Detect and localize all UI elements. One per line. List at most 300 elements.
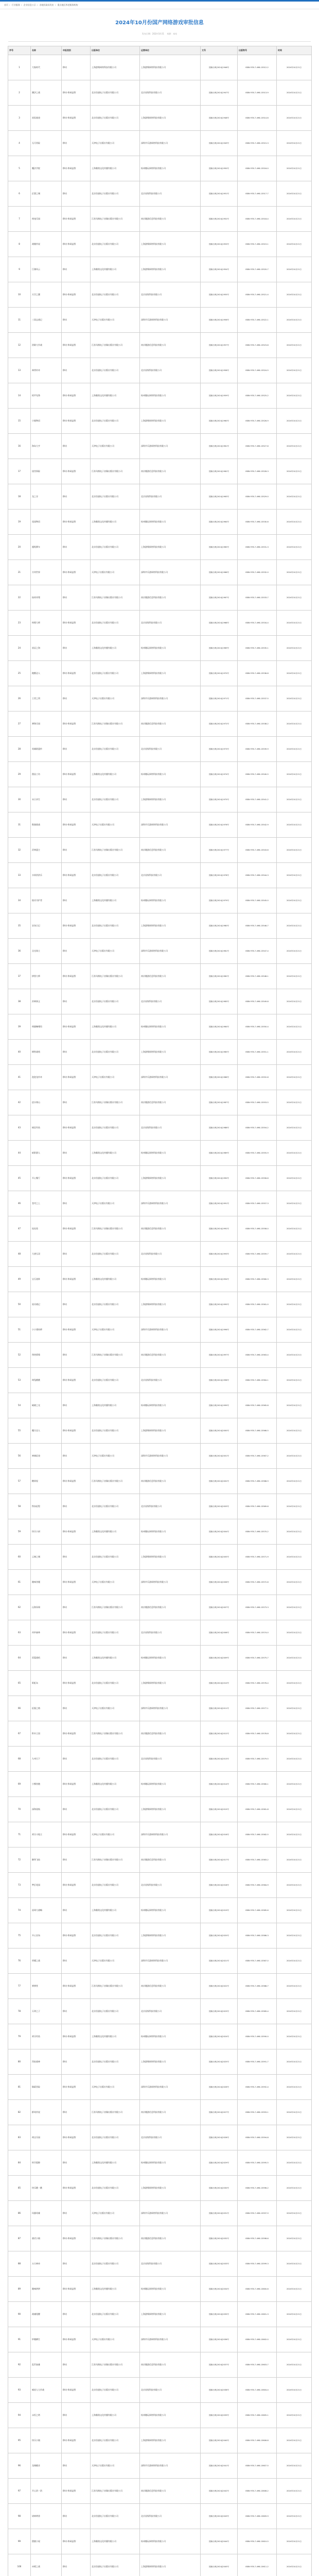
cell-operator: 上海游聚网络科技有限公司 (140, 787, 201, 812)
table-row (8, 2049, 312, 2075)
cell-date: 2024年10月21日 (277, 2378, 312, 2403)
cell-approval-no: 国新出审[2024]1999号 (201, 1393, 238, 1418)
breadcrumb-item-current[interactable]: 重点地区养老服务机构 (57, 4, 78, 6)
table-row (8, 2176, 312, 2201)
cell-operator: 北京星娱科技有限公司 (140, 1494, 201, 1519)
cell-publisher: 上海雅润文化传播有限公司 (91, 762, 140, 787)
table-row (8, 1545, 312, 1570)
cell-index: 5 (8, 156, 31, 181)
cell-index: 45 (8, 1166, 31, 1191)
cell-date: 2024年10月21日 (277, 1747, 312, 1772)
table-row (8, 1848, 312, 1873)
cell-isbn: ISBN 978-7-498-13567-2 (238, 1444, 277, 1469)
cell-game-name: 疯狂钓鱼 (31, 1115, 62, 1141)
cell-publisher: 北京伯通电子出版社有限公司 (91, 1242, 140, 1267)
cell-approval-no: 国新出审[2024]2028号 (201, 2125, 238, 2150)
cell-approval-no: 国新出审[2024]1974号 (201, 762, 238, 787)
cell-category: 移动 (62, 2100, 91, 2125)
table-row (8, 2554, 312, 2576)
cell-game-name: 拼图大师 (31, 964, 62, 989)
cell-approval-no: 国新出审[2024]2039号 (201, 2403, 238, 2428)
cell-isbn: ISBN 978-7-498-13565-8 (238, 1393, 277, 1418)
cell-category: 移动 (62, 2403, 91, 2428)
cell-date: 2024年10月21日 (277, 1646, 312, 1671)
cell-operator: 北京星娱科技有限公司 (140, 1873, 201, 1898)
breadcrumb-item-bureau[interactable]: 各地民政局发布 (39, 4, 54, 6)
cell-publisher: 北京伯通电子出版社有限公司 (91, 913, 140, 939)
cell-approval-no: 国新出审[2024]1959号 (201, 383, 238, 409)
cell-date: 2024年10月21日 (277, 2302, 312, 2327)
cell-game-name: 料理大师 (31, 611, 62, 636)
cell-isbn: ISBN 978-7-498-13547-4 (238, 939, 277, 964)
cell-index: 46 (8, 1191, 31, 1216)
table-row (8, 257, 312, 282)
cell-index: 25 (8, 661, 31, 686)
cell-operator: 北京星娱科技有限公司 (140, 2504, 201, 2529)
table-row (8, 787, 312, 812)
cell-publisher: 北京伯通电子出版社有限公司 (91, 1292, 140, 1317)
cell-operator: 北京星娱科技有限公司 (140, 1999, 201, 2024)
cell-publisher: 上海雅润文化传播有限公司 (91, 257, 140, 282)
cell-game-name: 星球大战略 (31, 1898, 62, 1923)
table-row (8, 1570, 312, 1595)
cell-publisher: 天津电子出版社有限公司 (91, 1065, 140, 1090)
cell-operator: 北京星娱科技有限公司 (140, 1747, 201, 1772)
cell-approval-no: 国新出审[2024]1965号 (201, 535, 238, 560)
cell-isbn: ISBN 978-7-498-13553-5 (238, 1090, 277, 1115)
cell-index: 27 (8, 711, 31, 737)
table-row (8, 1368, 312, 1393)
cell-publisher: 北京伯通电子出版社有限公司 (91, 2251, 140, 2277)
cell-approval-no: 国新出审[2024]1995号 (201, 1292, 238, 1317)
cell-category: 移动-休闲益智 (62, 1267, 91, 1292)
cell-approval-no: 国新出审[2024]1969号 (201, 636, 238, 661)
cell-publisher: 江苏凤凰电子音像出版社有限公司 (91, 207, 140, 232)
cell-operator: 上海游聚网络科技有限公司 (140, 232, 201, 257)
cell-index: 87 (8, 2226, 31, 2251)
cell-game-name: 彩虹岛 (31, 1671, 62, 1696)
cell-publisher: 北京伯通电子出版社有限公司 (91, 661, 140, 686)
table-row (8, 1065, 312, 1090)
cell-publisher: 北京伯通电子出版社有限公司 (91, 1368, 140, 1393)
table-row (8, 333, 312, 358)
table-row (8, 2024, 312, 2049)
cell-game-name: 弹弹堂 (31, 1974, 62, 1999)
cell-publisher: 北京伯通电子出版社有限公司 (91, 1923, 140, 1948)
table-row (8, 2352, 312, 2378)
cell-index: 89 (8, 2277, 31, 2302)
table-row (8, 1646, 312, 1671)
cell-category: 移动 (62, 1292, 91, 1317)
cell-approval-no: 国新出审[2024]2042号 (201, 2479, 238, 2504)
cell-isbn: ISBN 978-7-498-13514-6 (238, 106, 277, 131)
cell-isbn: ISBN 978-7-498-13586-3 (238, 1923, 277, 1948)
cell-game-name: 喵星人大作战 (31, 2378, 62, 2403)
table-row (8, 1898, 312, 1923)
cell-publisher: 江苏凤凰电子音像出版社有限公司 (91, 2100, 140, 2125)
cell-category: 移动 (62, 358, 91, 383)
cell-isbn: ISBN 978-7-498-13520-7 (238, 257, 277, 282)
cell-operator: 深圳市乐游网络科技有限公司 (140, 131, 201, 156)
title-divider (8, 41, 311, 42)
cell-category: 移动 (62, 888, 91, 913)
cell-category: 移动-休闲益智 (62, 80, 91, 106)
cell-isbn: ISBN 978-7-498-13523-8 (238, 333, 277, 358)
cell-date: 2024年10月21日 (277, 1595, 312, 1620)
cell-publisher: 北京伯通电子出版社有限公司 (91, 1671, 140, 1696)
cell-approval-no: 国新出审[2024]1946号 (201, 55, 238, 80)
cell-game-name: 宝石迷阵 (31, 1267, 62, 1292)
cell-isbn: ISBN 978-7-498-13555-9 (238, 1141, 277, 1166)
cell-category: 移动-休闲益智 (62, 207, 91, 232)
cell-game-name: 龙城霸业 (31, 2453, 62, 2479)
cell-category: 移动 (62, 1343, 91, 1368)
cell-category: 移动-休闲益智 (62, 2125, 91, 2150)
cell-date: 2024年10月21日 (277, 1898, 312, 1923)
cell-game-name: 诸神黄昏 (31, 2504, 62, 2529)
cell-publisher: 北京伯通电子出版社有限公司 (91, 1797, 140, 1822)
cell-isbn: ISBN 978-7-498-13549-8 (238, 989, 277, 1014)
cell-operator: 南京趣游信息科技有限公司 (140, 1595, 201, 1620)
cell-category: 移动 (62, 787, 91, 812)
cell-game-name: 万古神帝 (31, 2251, 62, 2277)
cell-index: 54 (8, 1393, 31, 1418)
cell-operator: 上海游聚网络科技有限公司 (140, 1671, 201, 1696)
table-row (8, 282, 312, 308)
cell-operator: 深圳市乐游网络科技有限公司 (140, 1317, 201, 1343)
cell-operator: 深圳市乐游网络科技有限公司 (140, 1822, 201, 1848)
cell-approval-no: 国新出审[2024]1994号 (201, 1267, 238, 1292)
cell-approval-no: 国新出审[2024]1998号 (201, 1368, 238, 1393)
cell-approval-no: 国新出审[2024]2023号 (201, 1999, 238, 2024)
cell-date: 2024年10月21日 (277, 1267, 312, 1292)
breadcrumb-item-public[interactable]: 企业信息公示 (23, 4, 36, 6)
cell-category: 移动 (62, 1696, 91, 1721)
table-row (8, 1040, 312, 1065)
cell-operator: 北京星娱科技有限公司 (140, 1242, 201, 1267)
cell-approval-no: 国新出审[2024]2041号 (201, 2453, 238, 2479)
table-row (8, 1166, 312, 1191)
cell-operator: 南京趣游信息科技有限公司 (140, 585, 201, 611)
breadcrumb-item-service[interactable]: 行业服务 (11, 4, 20, 6)
table-row (8, 2125, 312, 2150)
cell-date: 2024年10月21日 (277, 2201, 312, 2226)
col-header-index: 序号 (8, 46, 31, 55)
cell-publisher: 北京伯通电子出版社有限公司 (91, 232, 140, 257)
cell-isbn: ISBN 978-7-498-13516-0 (238, 156, 277, 181)
cell-approval-no: 国新出审[2024]1978号 (201, 863, 238, 888)
cell-category: 移动 (62, 2352, 91, 2378)
cell-date: 2024年10月21日 (277, 1772, 312, 1797)
cell-category: 移动 (62, 2049, 91, 2075)
cell-category: 移动 (62, 838, 91, 863)
cell-index: 4 (8, 131, 31, 156)
table-row (8, 106, 312, 131)
cell-game-name: 乱世枭雄 (31, 2352, 62, 2378)
cell-isbn: ISBN 978-7-498-13542-9 (238, 812, 277, 838)
cell-index: 34 (8, 888, 31, 913)
cell-operator: 北京星娱科技有限公司 (140, 1115, 201, 1141)
cell-isbn: ISBN 978-7-498-13593-1 (238, 2100, 277, 2125)
table-row (8, 383, 312, 409)
cell-approval-no: 国新出审[2024]2038号 (201, 2378, 238, 2403)
cell-operator: 上海游聚网络科技有限公司 (140, 1545, 201, 1570)
table-row (8, 2327, 312, 2352)
cell-isbn: ISBN 978-7-498-13573-3 (238, 1595, 277, 1620)
publish-date: 发布日期：2024-10-21 (141, 32, 165, 35)
cell-approval-no: 国新出审[2024]2031号 (201, 2201, 238, 2226)
cell-operator: 南京趣游信息科技有限公司 (140, 2226, 201, 2251)
cell-game-name: 英雄联盟传 (31, 737, 62, 762)
cell-index: 98 (8, 2504, 31, 2529)
cell-approval-no: 国新出审[2024]1949号 (201, 131, 238, 156)
cell-publisher: 上海雅润文化传播有限公司 (91, 636, 140, 661)
cell-date: 2024年10月21日 (277, 308, 312, 333)
cell-operator: 杭州趣玩网络科技有限公司 (140, 1519, 201, 1545)
cell-category: 移动-休闲益智 (62, 282, 91, 308)
cell-date: 2024年10月21日 (277, 2453, 312, 2479)
cell-operator: 上海游聚网络科技有限公司 (140, 55, 201, 80)
cell-date: 2024年10月21日 (277, 1166, 312, 1191)
col-header-name: 名称 (31, 46, 62, 55)
cell-game-name: 武林盟主 (31, 838, 62, 863)
cell-game-name: 大唐无双 (31, 1242, 62, 1267)
cell-game-name: 破晓之光 (31, 1393, 62, 1418)
cell-isbn: ISBN 978-7-498-13525-2 (238, 383, 277, 409)
cell-game-name: 烈焰战神 (31, 2049, 62, 2075)
cell-isbn: ISBN 978-7-498-13594-8 (238, 2125, 277, 2150)
table-row (8, 409, 312, 434)
cell-index: 37 (8, 964, 31, 989)
table-row (8, 181, 312, 207)
cell-operator: 南京趣游信息科技有限公司 (140, 1216, 201, 1242)
cell-game-name: 剑侠情缘 (31, 1343, 62, 1368)
cell-operator: 深圳市乐游网络科技有限公司 (140, 1444, 201, 1469)
cell-approval-no: 国新出审[2024]2040号 (201, 2428, 238, 2453)
cell-index: 10 (8, 282, 31, 308)
cell-index: 95 (8, 2428, 31, 2453)
cell-category: 移动 (62, 939, 91, 964)
cell-index: 88 (8, 2251, 31, 2277)
cell-isbn: ISBN 978-7-498-13535-1 (238, 636, 277, 661)
table-row (8, 737, 312, 762)
cell-operator: 上海游聚网络科技有限公司 (140, 1418, 201, 1444)
cell-game-name: 梦幻花园 (31, 1873, 62, 1898)
cell-game-name: 迷宫探险 (31, 459, 62, 484)
cell-game-name: 弹珠乐园 (31, 711, 62, 737)
cell-publisher: 江苏凤凰电子音像出版社有限公司 (91, 2226, 140, 2251)
cell-index: 39 (8, 1014, 31, 1040)
breadcrumb-item-home[interactable]: 首页 (4, 4, 8, 6)
cell-game-name: 萌兔跳跳 (31, 1368, 62, 1393)
cell-index: 60 (8, 1545, 31, 1570)
cell-date: 2024年10月21日 (277, 1040, 312, 1065)
cell-operator: 杭州趣玩网络科技有限公司 (140, 2150, 201, 2176)
cell-publisher: 上海雅润文化传播有限公司 (91, 156, 140, 181)
cell-category: 移动-休闲益智 (62, 762, 91, 787)
cell-category: 移动 (62, 1898, 91, 1923)
cell-date: 2024年10月21日 (277, 1923, 312, 1948)
cell-date: 2024年10月21日 (277, 1494, 312, 1519)
cell-isbn: ISBN 978-7-498-13557-3 (238, 1191, 277, 1216)
cell-isbn: ISBN 978-7-498-13581-8 (238, 1797, 277, 1822)
cell-game-name: 糖果屋 (31, 1469, 62, 1494)
table-row (8, 1115, 312, 1141)
cell-index: 7 (8, 207, 31, 232)
cell-date: 2024年10月21日 (277, 2075, 312, 2100)
cell-isbn: ISBN 978-7-498-13537-5 (238, 686, 277, 711)
cell-isbn: ISBN 978-7-498-13529-0 (238, 484, 277, 510)
cell-isbn: ISBN 978-7-498-13603-7 (238, 2352, 277, 2378)
cell-publisher: 江苏凤凰电子音像出版社有限公司 (91, 1216, 140, 1242)
cell-index: 91 (8, 2327, 31, 2352)
cell-operator: 北京星娱科技有限公司 (140, 863, 201, 888)
cell-publisher: 天津电子出版社有限公司 (91, 1570, 140, 1595)
cell-index: 81 (8, 2075, 31, 2100)
cell-category: 移动 (62, 1999, 91, 2024)
cell-approval-no: 国新出审[2024]1954号 (201, 257, 238, 282)
cell-date: 2024年10月21日 (277, 2125, 312, 2150)
cell-date: 2024年10月21日 (277, 383, 312, 409)
cell-publisher: 天津电子出版社有限公司 (91, 1191, 140, 1216)
cell-publisher: 上海雅润文化传播有限公司 (91, 1519, 140, 1545)
cell-category: 移动 (62, 1545, 91, 1570)
cell-category: 移动-休闲益智 (62, 1115, 91, 1141)
cell-publisher: 北京伯通电子出版社有限公司 (91, 484, 140, 510)
cell-publisher: 上海雅润文化传播有限公司 (91, 1393, 140, 1418)
table-row (8, 2251, 312, 2277)
cell-game-name: 水果消消乐 (31, 863, 62, 888)
table-row (8, 2453, 312, 2479)
cell-publisher: 上海雅润文化传播有限公司 (91, 2277, 140, 2302)
cell-game-name: 萌猫咖啡馆 (31, 1014, 62, 1040)
cell-category: 移动-休闲益智 (62, 1216, 91, 1242)
cell-category: 移动-休闲益智 (62, 2075, 91, 2100)
cell-publisher: 北京伯通电子出版社有限公司 (91, 1418, 140, 1444)
cell-category: 移动 (62, 308, 91, 333)
article (6, 20, 313, 2576)
cell-publisher: 上海雅润文化传播有限公司 (91, 1267, 140, 1292)
cell-date: 2024年10月21日 (277, 1242, 312, 1267)
table-row (8, 964, 312, 989)
cell-approval-no: 国新出审[2024]1985号 (201, 1040, 238, 1065)
cell-index: 70 (8, 1797, 31, 1822)
table-row (8, 1343, 312, 1368)
cell-operator: 南京趣游信息科技有限公司 (140, 1090, 201, 1115)
cell-date: 2024年10月21日 (277, 585, 312, 611)
cell-publisher: 天津电子出版社有限公司 (91, 308, 140, 333)
cell-approval-no: 国新出审[2024]2044号 (201, 2529, 238, 2554)
cell-isbn: ISBN 978-7-498-13552-8 (238, 1065, 277, 1090)
cell-approval-no: 国新出审[2024]2034号 (201, 2277, 238, 2302)
cell-approval-no: 国新出审[2024]1962号 (201, 459, 238, 484)
table-row (8, 2428, 312, 2453)
cell-operator: 深圳市乐游网络科技有限公司 (140, 2075, 201, 2100)
cell-date: 2024年10月21日 (277, 55, 312, 80)
cell-approval-no: 国新出审[2024]2011号 (201, 1696, 238, 1721)
cell-approval-no: 国新出审[2024]2009号 (201, 1646, 238, 1671)
cell-date: 2024年10月21日 (277, 510, 312, 535)
cell-isbn: ISBN 978-7-498-13518-4 (238, 207, 277, 232)
cell-operator: 深圳市乐游网络科技有限公司 (140, 686, 201, 711)
cell-index: 16 (8, 434, 31, 459)
cell-category: 移动-休闲益智 (62, 1368, 91, 1393)
cell-isbn: ISBN 978-7-498-13572-6 (238, 1570, 277, 1595)
cell-date: 2024年10月21日 (277, 1721, 312, 1747)
cell-isbn: ISBN 978-7-498-13605-1 (238, 2403, 277, 2428)
table-row (8, 1191, 312, 1216)
cell-category: 移动-休闲益智 (62, 2024, 91, 2049)
cell-game-name: 泡泡龙传奇 (31, 1065, 62, 1090)
table-row (8, 989, 312, 1014)
cell-game-name: 萌宝乐园 (31, 2125, 62, 2150)
table-row (8, 1090, 312, 1115)
cell-index: 49 (8, 1267, 31, 1292)
cell-date: 2024年10月21日 (277, 838, 312, 863)
cell-operator: 北京星娱科技有限公司 (140, 80, 201, 106)
cell-isbn: ISBN 978-7-498-13528-3 (238, 459, 277, 484)
cell-publisher: 江苏凤凰电子音像出版社有限公司 (91, 711, 140, 737)
cell-index: 82 (8, 2100, 31, 2125)
cell-game-name: 欢乐钓鱼 (31, 2024, 62, 2049)
cell-publisher: 江苏凤凰电子音像出版社有限公司 (91, 1090, 140, 1115)
cell-operator: 深圳市乐游网络科技有限公司 (140, 1696, 201, 1721)
cell-operator: 北京星娱科技有限公司 (140, 2378, 201, 2403)
cell-isbn: ISBN 978-7-498-13585-6 (238, 1898, 277, 1923)
cell-operator: 杭州趣玩网络科技有限公司 (140, 156, 201, 181)
cell-date: 2024年10月21日 (277, 1948, 312, 1974)
cell-category: 移动 (62, 2554, 91, 2576)
cell-category: 移动-休闲益智 (62, 1974, 91, 1999)
cell-date: 2024年10月21日 (277, 1822, 312, 1848)
cell-index: 86 (8, 2201, 31, 2226)
cell-category: 移动-休闲益智 (62, 2226, 91, 2251)
table-row (8, 1418, 312, 1444)
table-row (8, 2201, 312, 2226)
cell-approval-no: 国新出审[2024]1957号 (201, 333, 238, 358)
table-header-row (8, 46, 312, 55)
cell-date: 2024年10月21日 (277, 207, 312, 232)
cell-category: 移动-休闲益智 (62, 2529, 91, 2554)
table-row (8, 1671, 312, 1696)
cell-index: 68 (8, 1747, 31, 1772)
cell-isbn: ISBN 978-7-498-13582-5 (238, 1822, 277, 1848)
cell-category: 移动 (62, 484, 91, 510)
cell-date: 2024年10月21日 (277, 409, 312, 434)
cell-approval-no: 国新出审[2024]1984号 (201, 1014, 238, 1040)
cell-approval-no: 国新出审[2024]1952号 (201, 207, 238, 232)
table-row (8, 661, 312, 686)
cell-isbn: ISBN 978-7-498-13583-2 (238, 1848, 277, 1873)
cell-game-name: 小小建筑师 (31, 1317, 62, 1343)
cell-game-name: 花园物语 (31, 510, 62, 535)
cell-publisher: 北京伯通电子出版社有限公司 (91, 2302, 140, 2327)
cell-index: 90 (8, 2302, 31, 2327)
cell-index: 2 (8, 80, 31, 106)
table-row (8, 1444, 312, 1469)
cell-game-name: 潮汐之战 (31, 80, 62, 106)
cell-category: 移动-休闲益智 (62, 1620, 91, 1646)
cell-date: 2024年10月21日 (277, 989, 312, 1014)
cell-date: 2024年10月21日 (277, 434, 312, 459)
cell-operator: 杭州趣玩网络科技有限公司 (140, 383, 201, 409)
cell-category: 移动 (62, 181, 91, 207)
cell-publisher: 北京伯通电子出版社有限公司 (91, 2176, 140, 2201)
cell-isbn: ISBN 978-7-498-13580-1 (238, 1772, 277, 1797)
table-row (8, 1747, 312, 1772)
cell-operator: 深圳市乐游网络科技有限公司 (140, 1570, 201, 1595)
table-row (8, 1317, 312, 1343)
